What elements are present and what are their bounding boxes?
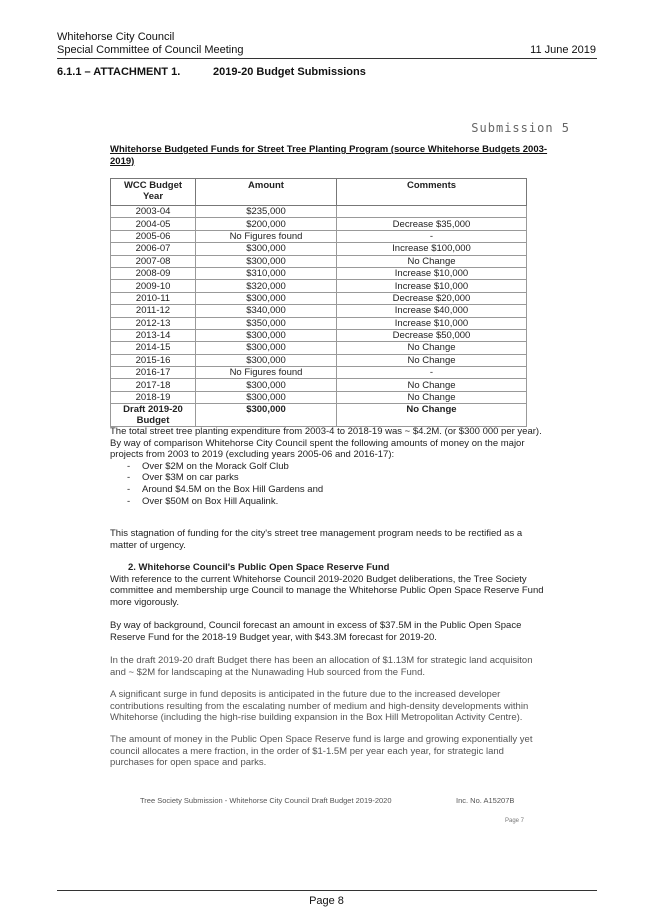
header-meeting: Special Committee of Council Meeting bbox=[57, 44, 244, 56]
cell-comment: Decrease $50,000 bbox=[337, 329, 527, 341]
paragraph: With reference to the current Whitehorse Council 2019-2020 Budget deliberations, the Tree Society committee and membership urge Council to manage the Whitehorse Public Open Space Reserve Fund more vigorously. bbox=[110, 573, 544, 608]
scan-footer-page: Page 7 bbox=[505, 818, 525, 824]
cell-comment: Increase $10,000 bbox=[337, 317, 527, 329]
paragraph-stagnation: This stagnation of funding for the city's street tree management program needs to be rectified as a matter of urgency. bbox=[110, 528, 523, 551]
cell-year: 2014-15 bbox=[111, 342, 196, 354]
table-row bbox=[111, 317, 527, 329]
bullet-list bbox=[110, 461, 550, 507]
table-row bbox=[111, 391, 527, 403]
list-item: - Over $50M on Box Hill Aqualink. bbox=[127, 496, 550, 508]
cell-amount: $300,000 bbox=[196, 243, 337, 255]
cell-year: 2017-18 bbox=[111, 379, 196, 391]
col-comments-header: Comments bbox=[337, 179, 527, 206]
cell-year: 2011-12 bbox=[111, 305, 196, 317]
cell-comment: - bbox=[337, 367, 527, 379]
budget-table bbox=[110, 178, 527, 427]
table-row bbox=[111, 342, 527, 354]
cell-amount: $300,000 bbox=[196, 255, 337, 267]
cell-amount: $340,000 bbox=[196, 305, 337, 317]
cell-year: 2005-06 bbox=[111, 230, 196, 242]
table-header-row bbox=[111, 179, 527, 206]
paragraph: The total street tree planting expenditure from 2003-4 to 2018-19 was ~ $4.2M. (or $300 000 per year). bbox=[110, 426, 542, 437]
cell-amount: No Figures found bbox=[196, 367, 337, 379]
table-row bbox=[111, 206, 527, 218]
cell-comment: No Change bbox=[337, 404, 527, 427]
scan-footer-note: Tree Society Submission - Whitehorse City Council Draft Budget 2019-2020 bbox=[140, 796, 392, 805]
table-row bbox=[111, 255, 527, 267]
cell-year: 2012-13 bbox=[111, 317, 196, 329]
table-heading: Whitehorse Budgeted Funds for Street Tree Planting Program (source Whitehorse Budgets 2003-2019) bbox=[110, 144, 548, 167]
attachment-title: 2019-20 Budget Submissions bbox=[213, 66, 366, 78]
cell-year: 2013-14 bbox=[111, 329, 196, 341]
paragraph: By way of comparison Whitehorse City Council spent the following amounts of money on the major projects from 2003 to 2019 (excluding years 2005-06 and 2016-17): bbox=[110, 437, 525, 461]
table-row bbox=[111, 305, 527, 317]
cell-year: 2006-07 bbox=[111, 243, 196, 255]
table-row bbox=[111, 329, 527, 341]
body-block-1 bbox=[110, 426, 550, 507]
table-row bbox=[111, 267, 527, 279]
submission-label: Submission 5 bbox=[471, 121, 570, 135]
cell-amount: $350,000 bbox=[196, 317, 337, 329]
cell-amount: No Figures found bbox=[196, 230, 337, 242]
cell-comment: No Change bbox=[337, 342, 527, 354]
paragraph-reserve-amount: The amount of money in the Public Open Space Reserve fund is large and growing exponentially yet council allocates a mere fraction, in the order of $1-1.5M per year each year, for strategic land purchases for open space and parks. bbox=[110, 734, 533, 769]
cell-year: 2003-04 bbox=[111, 206, 196, 218]
cell-amount: $320,000 bbox=[196, 280, 337, 292]
header-divider bbox=[57, 58, 597, 59]
cell-year: 2007-08 bbox=[111, 255, 196, 267]
cell-amount: $310,000 bbox=[196, 267, 337, 279]
cell-comment: Decrease $20,000 bbox=[337, 292, 527, 304]
table-row bbox=[111, 367, 527, 379]
cell-amount: $300,000 bbox=[196, 391, 337, 403]
header-date: 11 June 2019 bbox=[530, 44, 596, 56]
paragraph-surge: A significant surge in fund deposits is anticipated in the future due to the increased developer contributions resulting from the escalating number of medium and high-density developments within Whitehorse (including the high-rise building expansion in the Box Hill Metropolitan Activity Centre). bbox=[110, 689, 529, 724]
table-row bbox=[111, 354, 527, 366]
cell-amount: $300,000 bbox=[196, 292, 337, 304]
table-row bbox=[111, 243, 527, 255]
cell-amount: $300,000 bbox=[196, 342, 337, 354]
list-item: - Around $4.5M on the Box Hill Gardens and bbox=[127, 484, 550, 496]
table-row bbox=[111, 218, 527, 230]
table-row bbox=[111, 230, 527, 242]
cell-comment: No Change bbox=[337, 354, 527, 366]
cell-amount: $200,000 bbox=[196, 218, 337, 230]
page-number: Page 8 bbox=[309, 895, 344, 907]
header-org: Whitehorse City Council bbox=[57, 31, 175, 43]
cell-year: 2018-19 bbox=[111, 391, 196, 403]
cell-amount: $300,000 bbox=[196, 354, 337, 366]
cell-comment: - bbox=[337, 230, 527, 242]
cell-comment: No Change bbox=[337, 379, 527, 391]
cell-year: 2004-05 bbox=[111, 218, 196, 230]
col-year-header: WCC Budget Year bbox=[111, 179, 196, 206]
cell-year: 2015-16 bbox=[111, 354, 196, 366]
paragraph-background: By way of background, Council forecast an amount in excess of $37.5M in the Public Open Space Reserve Fund for the 2018-19 Budget year, with $43.3M forecast for 2019-20. bbox=[110, 620, 522, 643]
cell-comment: Increase $10,000 bbox=[337, 280, 527, 292]
cell-amount: $300,000 bbox=[196, 379, 337, 391]
list-item: - Over $2M on the Morack Golf Club bbox=[127, 461, 550, 473]
table-row bbox=[111, 280, 527, 292]
cell-comment bbox=[337, 206, 527, 218]
cell-year: 2010-11 bbox=[111, 292, 196, 304]
table-row bbox=[111, 379, 527, 391]
cell-amount: $300,000 bbox=[196, 329, 337, 341]
cell-year: 2008-09 bbox=[111, 267, 196, 279]
paragraph-draft-allocation: In the draft 2019-20 draft Budget there has been an allocation of $1.13M for strategic land acquisiton and ~ $2M for landscaping at the Nunawading Hub sourced from the Fund. bbox=[110, 655, 533, 678]
cell-year: 2016-17 bbox=[111, 367, 196, 379]
attachment-label: 6.1.1 – ATTACHMENT 1. bbox=[57, 66, 181, 78]
cell-year: Draft 2019-20 Budget bbox=[111, 404, 196, 427]
list-item: - Over $3M on car parks bbox=[127, 472, 550, 484]
table-row bbox=[111, 292, 527, 304]
footer-divider bbox=[57, 890, 597, 891]
cell-comment: No Change bbox=[337, 391, 527, 403]
section-heading: 2. Whitehorse Council's Public Open Space Reserve Fund bbox=[128, 562, 390, 573]
col-amount-header: Amount bbox=[196, 179, 337, 206]
cell-comment: Increase $10,000 bbox=[337, 267, 527, 279]
cell-amount: $300,000 bbox=[196, 404, 337, 427]
cell-comment: Increase $40,000 bbox=[337, 305, 527, 317]
cell-year: 2009-10 bbox=[111, 280, 196, 292]
cell-comment: No Change bbox=[337, 255, 527, 267]
cell-comment: Increase $100,000 bbox=[337, 243, 527, 255]
scan-footer-inc: Inc. No. A15207B bbox=[456, 796, 515, 805]
cell-amount: $235,000 bbox=[196, 206, 337, 218]
table-row-draft bbox=[111, 404, 527, 427]
cell-comment: Decrease $35,000 bbox=[337, 218, 527, 230]
section-2 bbox=[110, 562, 550, 608]
